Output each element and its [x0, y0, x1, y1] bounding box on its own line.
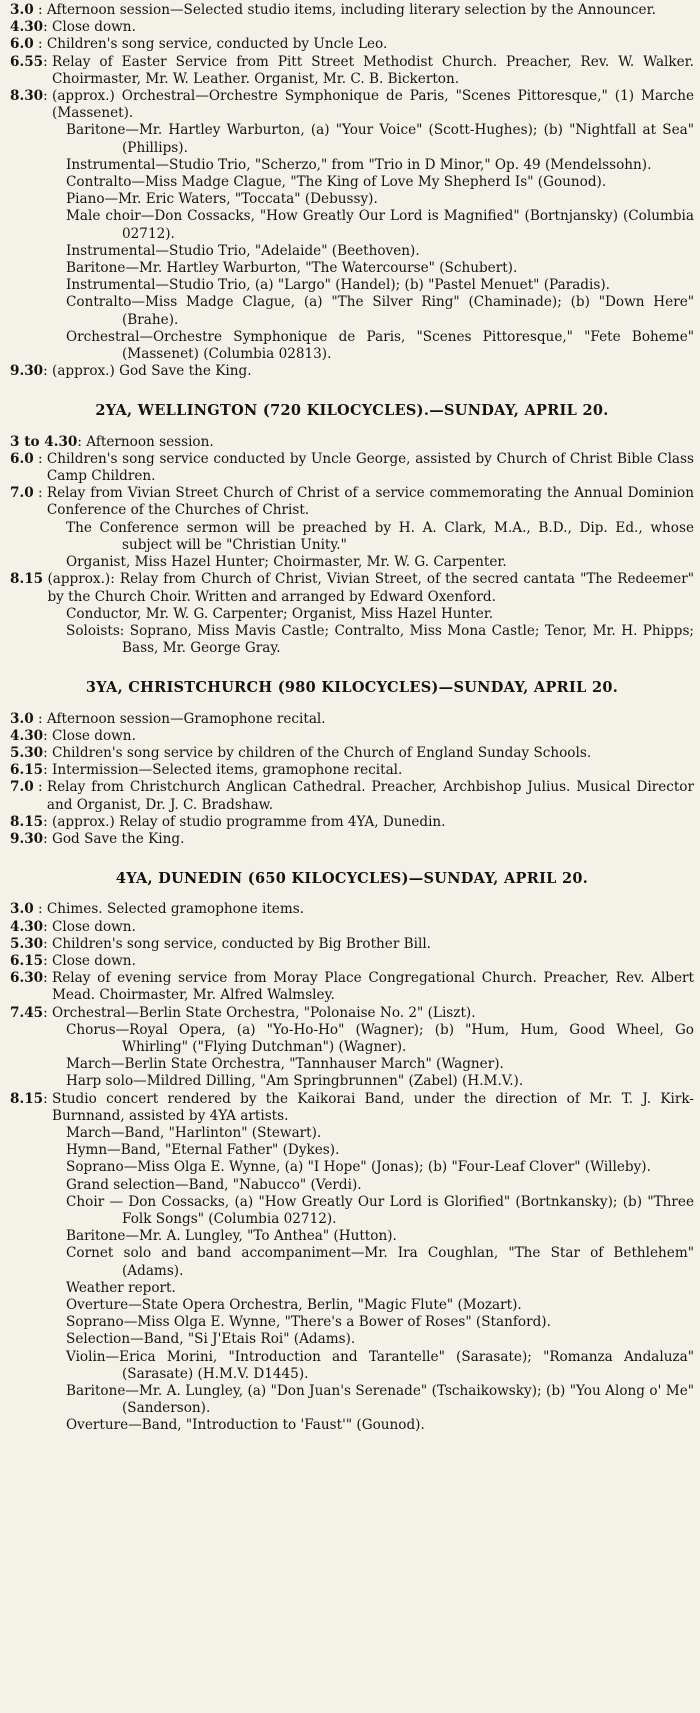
entry-time: 3.0	[10, 2, 34, 18]
entry-time: 3 to 4.30	[10, 433, 78, 450]
entry-separator: :	[43, 830, 53, 847]
entry-separator: :	[43, 1004, 53, 1021]
program-entry	[10, 19, 694, 36]
entry-text: Relay of Easter Service from Pitt Street Methodist Church. Preacher, Rev. W. Walker. Choirmaster, Mr. W. Leather. Organist, Mr. C. B. Bickerton.	[52, 53, 694, 87]
entry-time: 6.0	[10, 450, 34, 467]
entry-time: 4.30	[10, 19, 44, 36]
entry-time: 3.0	[10, 901, 34, 918]
program-item: March—Berlin State Orchestra, "Tannhauser March" (Wagner).	[66, 1056, 504, 1073]
entry-time: 4.30	[10, 727, 44, 744]
entry-text: Children's song service conducted by Uncle George, assisted by Church of Christ Bible Class Camp Children.	[46, 450, 694, 485]
program-entry	[10, 779, 694, 813]
program-item: Overture—Band, "Introduction to 'Faust'" (Gounod).	[66, 1417, 425, 1434]
program-item: Grand selection—Band, "Nabucco" (Verdi).	[66, 1176, 362, 1193]
entry-text: Children's song service by children of the Church of England Sunday Schools.	[52, 744, 592, 761]
program-entry	[10, 2, 694, 19]
program-item: Baritone—Mr. Hartley Warburton, "The Watercourse" (Schubert).	[66, 260, 518, 277]
entry-text: Relay of evening service from Moray Place Congregational Church. Preacher, Rev. Albert Mead. Choirmaster, Mr. Alfred Walmsley.	[52, 970, 694, 1004]
entry-text: Afternoon session.	[86, 433, 214, 450]
program-item: Weather report.	[66, 1279, 176, 1296]
section-1ya-continued	[10, 2, 694, 380]
program-item: The Conference sermon will be preached by H. A. Clark, M.A., B.D., Dip. Ed., whose subject will be "Christian Unity."	[66, 519, 694, 553]
program-item: Instrumental—Studio Trio, "Adelaide" (Beethoven).	[66, 242, 420, 259]
entry-time: 8.15	[10, 571, 44, 588]
program-entry	[10, 88, 694, 122]
program-items	[10, 520, 694, 572]
entry-separator: :	[43, 918, 53, 935]
program-entry	[10, 936, 694, 953]
entry-text: (approx.): Relay from Church of Christ, Vivian Street, of the secred cantata "The Redeemer" by the Church Choir. Written and arranged by Edward Oxenford.	[47, 571, 694, 605]
program-items	[10, 1022, 694, 1091]
entry-text: Close down.	[52, 727, 136, 744]
section-2ya-wellington	[10, 402, 694, 657]
program-entry	[10, 451, 694, 485]
program-item: Baritone—Mr. A. Lungley, "To Anthea" (Hutton).	[66, 1228, 397, 1245]
program-item: Instrumental—Studio Trio, (a) "Largo" (Handel); (b) "Pastel Menuet" (Paradis).	[66, 277, 610, 294]
entry-separator: :	[33, 36, 47, 53]
entry-separator: :	[43, 744, 53, 761]
section-heading: 3YA, CHRISTCHURCH (980 KILOCYCLES)—SUNDAY, APRIL 20.	[85, 679, 619, 697]
entry-time: 8.30	[10, 88, 44, 105]
program-item: March—Band, "Harlinton" (Stewart).	[66, 1124, 322, 1141]
program-entry	[10, 1091, 694, 1125]
program-entry	[10, 762, 694, 779]
program-entry	[10, 36, 694, 53]
program-item: Soloists: Soprano, Miss Mavis Castle; Contralto, Miss Mona Castle; Tenor, Mr. H. Phipps; Bass, Mr. George Gray.	[66, 622, 694, 657]
entry-separator: :	[43, 813, 53, 830]
program-item: Piano—Mr. Eric Waters, "Toccata" (Debussy).	[66, 191, 378, 208]
entry-separator: :	[33, 901, 47, 918]
section-heading: 2YA, WELLINGTON (720 KILOCYCLES).—SUNDAY, APRIL 20.	[95, 402, 609, 420]
entry-time: 6.30	[10, 970, 44, 987]
section-4ya-dunedin	[10, 870, 694, 1435]
program-entry	[10, 814, 694, 831]
program-entry	[10, 901, 694, 918]
entry-text: Afternoon session—Gramophone recital.	[46, 710, 326, 727]
entry-time: 8.15	[10, 1090, 44, 1107]
entry-time: 5.30	[10, 744, 44, 761]
program-entry	[10, 711, 694, 728]
entry-text: Children's song service, conducted by Uncle Leo.	[46, 36, 388, 53]
entry-text: Relay from Christchurch Anglican Cathedral. Preacher, Archbishop Julius. Musical Director and Organist, Dr. J. C. Bradshaw.	[46, 779, 694, 813]
program-item: Chorus—Royal Opera, (a) "Yo-Ho-Ho" (Wagner); (b) "Hum, Hum, Good Wheel, Go Whirling" ("Flying Dutchman") (Wagner).	[66, 1021, 694, 1055]
entry-separator: :	[33, 2, 47, 18]
entry-time: 7.0	[10, 779, 34, 796]
entry-time: 9.30	[10, 363, 44, 380]
program-entry	[10, 485, 694, 519]
entry-time: 8.15	[10, 813, 44, 830]
entry-text: Afternoon session—Selected studio items, including literary selection by the Announcer.	[46, 2, 656, 18]
program-item: Orchestral—Orchestre Symphonique de Paris, "Scenes Pittoresque," "Fete Boheme" (Massenet) (Columbia 02813).	[66, 328, 694, 363]
program-item: Contralto—Miss Madge Clague, "The King of Love My Shepherd Is" (Gounod).	[66, 174, 607, 191]
program-item: Violin—Erica Morini, "Introduction and Tarantelle" (Sarasate); "Romanza Andaluza" (Sarasate) (H.M.V. D1445).	[66, 1348, 694, 1382]
program-entry	[10, 953, 694, 970]
entry-time: 9.30	[10, 830, 44, 847]
entry-time: 5.30	[10, 935, 44, 952]
program-entry	[10, 831, 694, 848]
program-item: Overture—State Opera Orchestra, Berlin, "Magic Flute" (Mozart).	[66, 1297, 522, 1314]
program-entry	[10, 363, 694, 380]
program-entry	[10, 1005, 694, 1022]
entry-separator: :	[33, 450, 47, 467]
entry-time: 6.55	[10, 53, 44, 70]
entry-separator: :	[43, 727, 53, 744]
entry-separator: :	[43, 952, 53, 969]
entry-text: Close down.	[52, 952, 136, 969]
program-items	[10, 1125, 694, 1435]
entry-separator: :	[43, 762, 53, 779]
program-item: Conductor, Mr. W. G. Carpenter; Organist, Miss Hazel Hunter.	[66, 605, 494, 622]
entry-separator: :	[43, 53, 53, 70]
program-items	[10, 606, 694, 658]
entry-time: 3.0	[10, 710, 34, 727]
entry-text: (approx.) Orchestral—Orchestre Symphonique de Paris, "Scenes Pittoresque," (1) Marche (Massenet).	[52, 88, 694, 122]
program-item: Harp solo—Mildred Dilling, "Am Springbrunnen" (Zabel) (H.M.V.).	[66, 1073, 524, 1090]
entry-text: Orchestral—Berlin State Orchestra, "Polonaise No. 2" (Liszt).	[52, 1004, 476, 1021]
entry-separator: :	[43, 363, 53, 380]
entry-separator: :	[77, 433, 87, 450]
program-item: Male choir—Don Cossacks, "How Greatly Our Lord is Magnified" (Bortnjansky) (Columbia 02712).	[66, 208, 694, 242]
program-item: Cornet solo and band accompaniment—Mr. Ira Coughlan, "The Star of Bethlehem" (Adams).	[66, 1245, 694, 1279]
entry-time: 4.30	[10, 918, 44, 935]
program-item: Soprano—Miss Olga E. Wynne, (a) "I Hope" (Jonas); (b) "Four-Leaf Clover" (Willeby).	[66, 1159, 651, 1176]
program-entry	[10, 434, 694, 451]
entry-separator: :	[43, 970, 53, 987]
entry-time: 7.45	[10, 1004, 44, 1021]
entry-time: 6.15	[10, 952, 44, 969]
program-item: Contralto—Miss Madge Clague, (a) "The Silver Ring" (Chaminade); (b) "Down Here" (Brahe).	[66, 294, 694, 328]
program-item: Instrumental—Studio Trio, "Scherzo," from "Trio in D Minor," Op. 49 (Mendelssohn).	[66, 156, 652, 173]
program-entry	[10, 571, 694, 605]
entry-text: Studio concert rendered by the Kaikorai Band, under the direction of Mr. T. J. Kirk-Burnnand, assisted by 4YA artists.	[52, 1090, 694, 1124]
program-entry	[10, 54, 694, 88]
program-item: Organist, Miss Hazel Hunter; Choirmaster, Mr. W. G. Carpenter.	[66, 554, 507, 571]
entry-separator: :	[33, 710, 47, 727]
entry-text: God Save the King.	[52, 830, 185, 847]
program-item: Choir — Don Cossacks, (a) "How Greatly Our Lord is Glorified" (Bortnkansky); (b) "Three Folk Songs" (Columbia 02712).	[66, 1193, 694, 1227]
program-item: Selection—Band, "Si J'Etais Roi" (Adams).	[66, 1331, 356, 1348]
entry-time: 6.0	[10, 36, 34, 53]
entry-separator: :	[43, 1090, 53, 1107]
program-entry	[10, 728, 694, 745]
entry-text: Close down.	[52, 19, 136, 36]
entry-text: Children's song service, conducted by Big Brother Bill.	[52, 935, 432, 952]
entry-separator: :	[33, 485, 47, 502]
entry-separator: :	[43, 88, 53, 105]
entry-text: (approx.) God Save the King.	[52, 363, 252, 380]
entry-text: Intermission—Selected items, gramophone recital.	[52, 762, 403, 779]
program-entry	[10, 745, 694, 762]
entry-text: Relay from Vivian Street Church of Christ of a service commemorating the Annual Dominion Conference of the Churches of Christ.	[46, 485, 694, 519]
program-item: Soprano—Miss Olga E. Wynne, "There's a Bower of Roses" (Stanford).	[66, 1314, 551, 1331]
entry-separator: :	[33, 779, 47, 796]
program-entry	[10, 919, 694, 936]
program-item: Baritone—Mr. A. Lungley, (a) "Don Juan's Serenade" (Tschaikowsky); (b) "You Along o' Me" (Sanderson).	[66, 1383, 694, 1417]
entry-time: 7.0	[10, 485, 34, 502]
entry-separator: :	[43, 935, 53, 952]
entry-separator: :	[43, 19, 53, 36]
program-items	[10, 122, 694, 363]
entry-time: 6.15	[10, 762, 44, 779]
program-item: Baritone—Mr. Hartley Warburton, (a) "Your Voice" (Scott-Hughes); (b) "Nightfall at Sea" (Phillips).	[66, 122, 694, 156]
program-entry	[10, 970, 694, 1004]
entry-text: Close down.	[52, 918, 136, 935]
program-item: Hymn—Band, "Eternal Father" (Dykes).	[66, 1142, 340, 1159]
entry-text: Chimes. Selected gramophone items.	[46, 901, 305, 918]
section-3ya-christchurch	[10, 679, 694, 848]
section-heading: 4YA, DUNEDIN (650 KILOCYCLES)—SUNDAY, APRIL 20.	[115, 870, 589, 888]
entry-text: (approx.) Relay of studio programme from 4YA, Dunedin.	[52, 813, 446, 830]
